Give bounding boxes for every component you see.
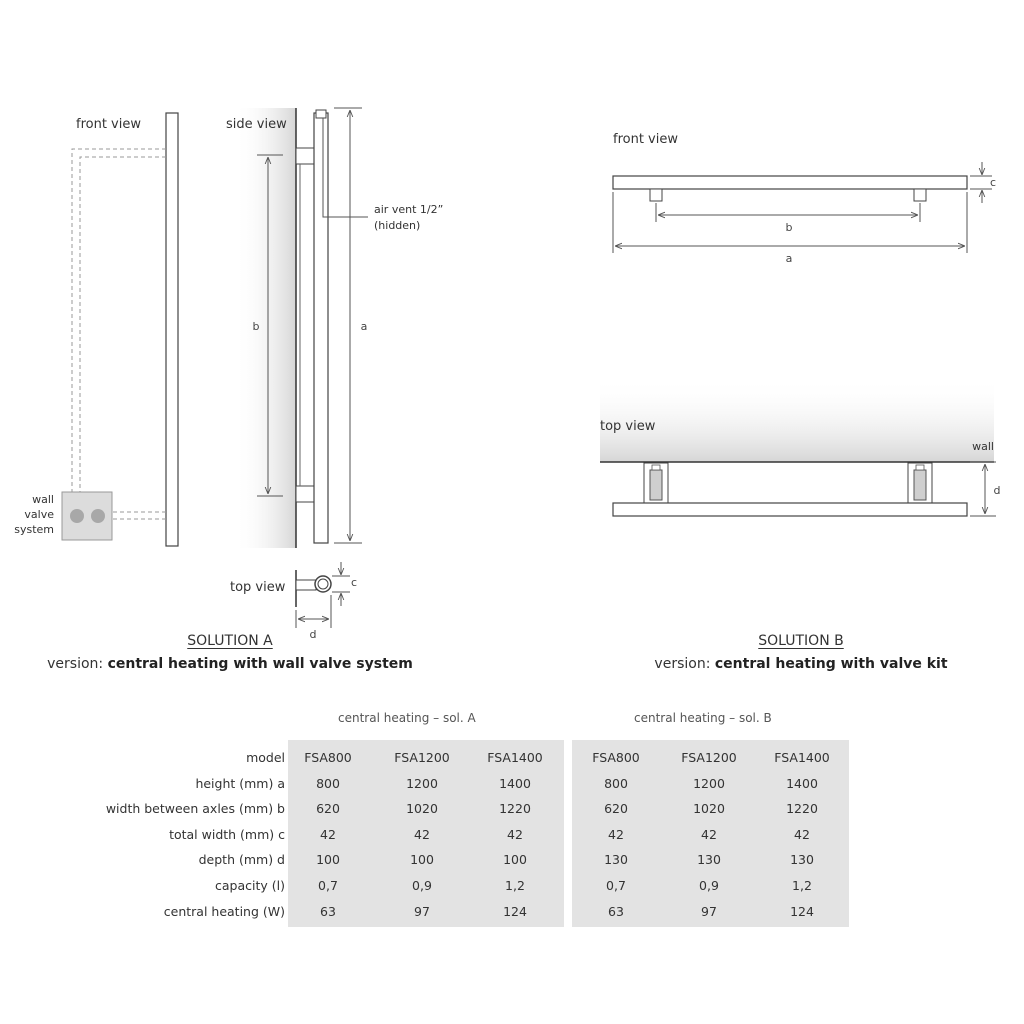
- wall-valve-label-line1: wall: [32, 493, 54, 506]
- table-cell-group-a: 42: [320, 827, 336, 842]
- sol-b-valve-nut-right: [916, 465, 924, 470]
- table-cell-group-a: 1200: [406, 776, 438, 791]
- table-row-label: width between axles (mm) b: [105, 801, 285, 816]
- sol-a-dim-d-label: d: [309, 628, 317, 641]
- table-cell-group-b: 620: [604, 801, 628, 816]
- sol-b-valve-body-right: [914, 470, 926, 500]
- air-vent-leader: [323, 118, 368, 217]
- sol-a-front-radiator-bar: [166, 113, 178, 546]
- table-cell-group-b: 130: [790, 852, 814, 867]
- sol-b-front-bracket-right: [914, 189, 926, 201]
- table-cell-group-a: 1220: [499, 801, 531, 816]
- sol-a-front-view-label: front view: [76, 117, 141, 132]
- table-row-label: total width (mm) c: [169, 827, 285, 842]
- sol-b-valve-body-left: [650, 470, 662, 500]
- table-cell-group-a: 42: [507, 827, 523, 842]
- table-cell-group-b: 42: [794, 827, 810, 842]
- table-cell-group-a: 0,7: [318, 878, 338, 893]
- sol-b-top-radiator-bar: [613, 503, 967, 516]
- sol-a-version-prefix: version:: [47, 656, 104, 672]
- table-cell-group-b: 0,9: [699, 878, 719, 893]
- table-cell-group-b: FSA1400: [774, 750, 830, 765]
- table-cell-group-b: 42: [608, 827, 624, 842]
- sol-b-front-bracket-left: [650, 189, 662, 201]
- sol-b-wall-shade: [600, 378, 994, 462]
- sol-b-wall-label: wall: [972, 440, 994, 453]
- table-cell-group-a: 620: [316, 801, 340, 816]
- table-row-label: depth (mm) d: [198, 852, 285, 867]
- table-cell-group-a: 124: [503, 904, 527, 919]
- table-cell-group-b: 1020: [693, 801, 725, 816]
- sol-a-side-wall-shade: [235, 108, 296, 548]
- sol-a-side-radiator-bar: [314, 113, 328, 543]
- table-cell-group-a: 42: [414, 827, 430, 842]
- table-group-a-title: central heating – sol. A: [338, 711, 476, 725]
- table-cell-group-b: 63: [608, 904, 624, 919]
- table-cell-group-b: 1400: [786, 776, 818, 791]
- sol-a-dim-a-label: a: [360, 320, 368, 333]
- sol-b-version: [611, 656, 991, 672]
- sol-b-top-view: [600, 378, 1000, 516]
- table-cell-group-a: 97: [414, 904, 430, 919]
- table-cell-group-a: 63: [320, 904, 336, 919]
- wall-valve-label-line2: valve: [24, 508, 54, 521]
- sol-b-dim-d-label: d: [993, 484, 1001, 497]
- sol-b-version-text: central heating with valve kit: [714, 656, 948, 672]
- table-cell-group-a: 1020: [406, 801, 438, 816]
- sol-a-dim-c-label: c: [350, 576, 358, 589]
- sol-b-front-view-label: front view: [613, 132, 678, 147]
- sol-a-front-view: [14, 113, 178, 546]
- table-cell-group-b: 1220: [786, 801, 818, 816]
- table-cell-group-a: 1,2: [505, 878, 525, 893]
- table-cell-group-b: 42: [701, 827, 717, 842]
- sol-b-version-prefix: version:: [654, 656, 711, 672]
- table-row-label: height (mm) a: [195, 776, 285, 791]
- table-cell-group-a: 100: [503, 852, 527, 867]
- air-vent-label-line2: (hidden): [374, 219, 421, 232]
- table-cell-group-a: FSA800: [304, 750, 352, 765]
- sol-a-top-bracket-plan: [296, 580, 316, 590]
- table-row-label: central heating (W): [163, 904, 285, 919]
- table-cell-group-a: 100: [410, 852, 434, 867]
- sol-a-side-view-label: side view: [226, 117, 287, 132]
- sol-b-front-view: [613, 132, 996, 265]
- table-cell-group-a: 100: [316, 852, 340, 867]
- table-cell-group-a: 0,9: [412, 878, 432, 893]
- table-group-b-title: central heating – sol. B: [634, 711, 772, 725]
- table-cell-group-a: 800: [316, 776, 340, 791]
- table-cell-group-b: 800: [604, 776, 628, 791]
- table-cell-group-b: 130: [604, 852, 628, 867]
- table-cell-group-b: 97: [701, 904, 717, 919]
- sol-b-title: SOLUTION B: [758, 633, 844, 649]
- table-cell-group-b: 1,2: [792, 878, 812, 893]
- sol-a-side-view: [226, 108, 443, 548]
- sol-a-bottom-bracket: [296, 486, 314, 502]
- table-cell-group-b: FSA1200: [681, 750, 737, 765]
- sol-a-top-tube-inner: [318, 579, 328, 589]
- sol-b-dim-b-label: b: [785, 221, 793, 234]
- table-cell-group-b: 130: [697, 852, 721, 867]
- sol-a-top-view: [230, 562, 357, 641]
- sol-a-version-text: central heating with wall valve system: [107, 656, 413, 672]
- sol-a-top-bracket: [296, 148, 314, 164]
- table-cell-group-b: 1200: [693, 776, 725, 791]
- air-vent-label-line1: air vent 1/2”: [374, 203, 444, 216]
- table-cell-group-b: FSA800: [592, 750, 640, 765]
- table-row-label: capacity (l): [215, 878, 285, 893]
- table-cell-group-a: FSA1200: [394, 750, 450, 765]
- sol-b-dim-c-label: c: [989, 176, 997, 189]
- sol-b-top-view-label: top view: [600, 419, 656, 434]
- sol-b-title-block: [731, 633, 871, 649]
- valve-knob-left: [70, 509, 84, 523]
- sol-a-version: [40, 656, 420, 672]
- sol-a-dim-b-label: b: [252, 320, 260, 333]
- table-cell-group-b: 0,7: [606, 878, 626, 893]
- sol-b-valve-nut-left: [652, 465, 660, 470]
- wall-valve-label-line3: system: [14, 523, 54, 536]
- sol-a-title: SOLUTION A: [187, 633, 273, 649]
- sol-a-top-view-label: top view: [230, 580, 286, 595]
- table-cell-group-a: FSA1400: [487, 750, 543, 765]
- sol-b-front-radiator-bar: [613, 176, 967, 189]
- table-cell-group-a: 1400: [499, 776, 531, 791]
- air-vent-cap: [316, 110, 326, 118]
- sol-b-dim-a-label: a: [785, 252, 793, 265]
- sol-a-hidden-pipes: [72, 149, 166, 519]
- table-cell-group-b: 124: [790, 904, 814, 919]
- valve-knob-right: [91, 509, 105, 523]
- sol-a-title-block: [160, 633, 300, 649]
- table-row-label: model: [246, 750, 285, 765]
